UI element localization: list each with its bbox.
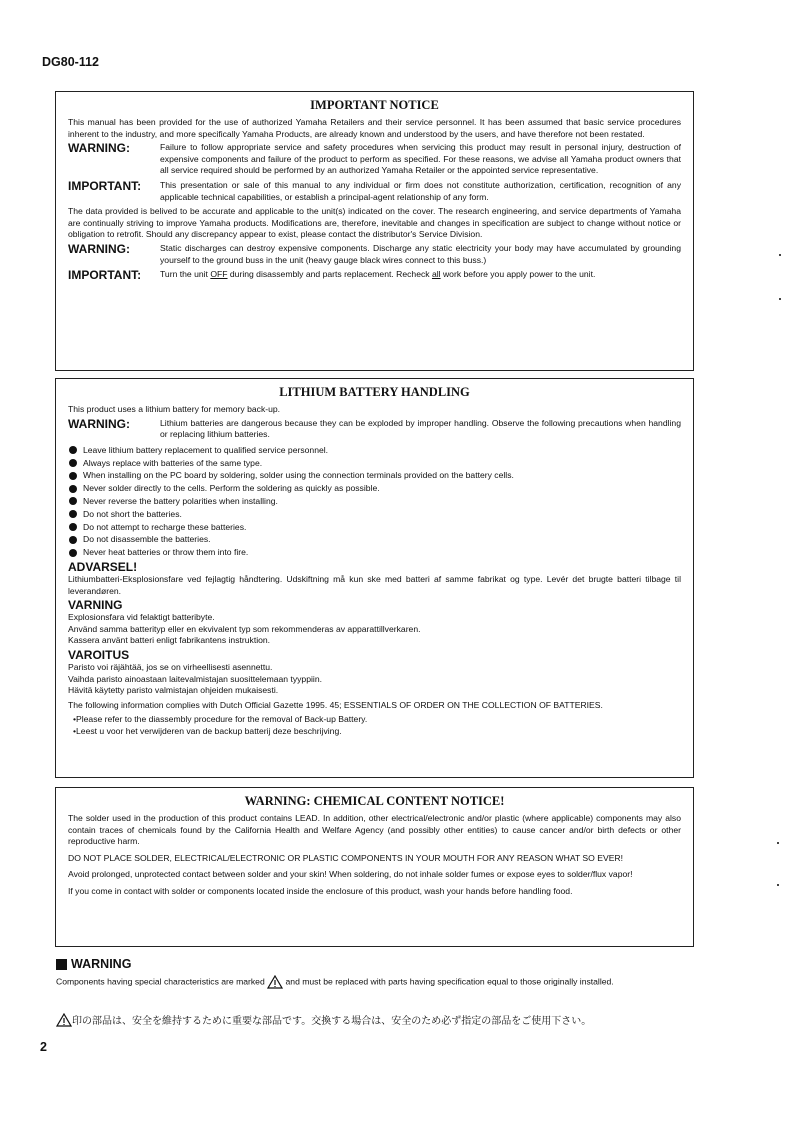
static-warning-text: Static discharges can destroy expensive components. Discharge any static electricity your body may have accumulated by grounding yourself to the ground buss in the unit (heavy gauge black wires connect to this buss.) [160,242,681,265]
list-item: Never reverse the battery polarities when installing. [68,495,681,508]
warning-label: WARNING: [68,416,130,431]
power-off-text: Turn the unit OFF during disassembly and parts replacement. Recheck all work before you apply power to the unit. [160,269,596,280]
varning-heading: VARNING [68,598,123,613]
lithium-title: LITHIUM BATTERY HANDLING [279,385,470,399]
advarsel-heading: ADVARSEL! [68,559,138,574]
lithium-warning-text: Lithium batteries are dangerous because they can be exploded by improper handling. Observe the following precautions when handling or replacing lithium batteries. [160,417,681,440]
lithium-warning-row [68,418,681,441]
scan-speck [777,884,779,886]
important-label: IMPORTANT: [68,268,142,283]
list-item: Never solder directly to the cells. Perform the soldering as quickly as possible. [68,482,681,495]
varoitus-line: Hävitä käytetty paristo valmistajan ohjeiden mukaisesti. [68,685,279,696]
advarsel-text: Lithiumbatteri-Eksplosionsfare ved fejlagtig håndtering. Udskiftning må kun ske med batteri af samme fabrikat og type. Levér det brugte batteri tilbage til leverandøren. [68,573,681,596]
intro-paragraph: This manual has been provided for the use of authorized Yamaha Retailers and their service personnel. It has been assumed that basic service procedures inherent to the industry, and more specifically Yamaha Products, are already known and understood by the users, and have therefore not been restated. [68,117,681,139]
varoitus-line: Vaihda paristo ainoastaan laitevalmistajan suosittelemaan tyyppiin. [68,673,322,684]
data-paragraph: The data provided is belived to be accurate and applicable to the unit(s) indicated on the cover. The research engineering, and service departments of Yamaha are continually striving to improve Yamaha products. Modifications are, therefore, inevitable and changes in specification are subject to change without notice or obligation to retrofit. Should any discrepancy appear to exist, please contact the distributor's Service Division. [68,206,681,240]
chemical-paragraph-3: Avoid prolonged, unprotected contact between solder and your skin! When soldering, do not inhale solder fumes or expose eyes to solder/flux vapor! [68,869,633,880]
list-item: Do not disassemble the batteries. [68,533,681,546]
list-item: When installing on the PC board by soldering, solder using the connection terminals provided on the battery cells. [68,469,681,482]
important-label: IMPORTANT: [68,178,142,193]
chemical-title: WARNING: CHEMICAL CONTENT NOTICE! [244,794,505,808]
lithium-battery-box [55,378,694,778]
chemical-paragraph-4: If you come in contact with solder or components located inside the enclosure of this product, wash your hands before handling food. [68,885,573,896]
varning-line: Explosionsfara vid felaktigt batteribyte. [68,612,215,623]
scan-speck [779,298,781,300]
important-text: This presentation or sale of this manual to any individual or firm does not constitute authorization, certification, recognition of any applicable technical capabilities, or establish a principal-agent relationship of any form. [160,179,681,202]
warning-row-1 [68,142,681,177]
caution-triangle-icon [267,975,283,989]
japanese-notice: 印の部品は、安全を維持するために重要な部品です。交換する場合は、安全のため必ず指定の部品をご使用下さい。 [56,1012,591,1027]
lithium-intro: This product uses a lithium battery for memory back-up. [68,404,281,414]
varoitus-line: Paristo voi räjähtää, jos se on virheellisesti asennettu. [68,661,273,672]
warning-label: WARNING: [68,241,130,256]
square-bullet-icon [56,959,67,970]
list-item: Never heat batteries or throw them into fire. [68,546,681,559]
dutch-line: •Leest u voor het verwijderen van de backup batterij deze beschrijving. [73,725,342,736]
chemical-paragraph-1: The solder used in the production of this product contains LEAD. In addition, other electrical/electronic and/or plastic (where applicable) components may also contain traces of chemicals found by the California Health and Welfare Agency (and possibly other entities) to cause cancer and/or birth defects or other reproductive harm. [68,813,681,847]
list-item: Do not attempt to recharge these batteries. [68,521,681,534]
model-number: DG80-112 [42,55,99,69]
scan-speck [779,254,781,256]
chemical-paragraph-2: DO NOT PLACE SOLDER, ELECTRICAL/ELECTRONIC OR PLASTIC COMPONENTS IN YOUR MOUTH FOR ANY REASON WHAT SO EVER! [68,852,624,863]
warning-text: Failure to follow appropriate service and safety procedures when servicing this product may result in personal injury, destruction of expensive components and failure of the product to perform as specified. For these reasons, we advise all Yamaha product owners that all service required should be performed by an authorized Yamaha Retailer or the appointed service representative. [160,142,681,176]
varoitus-heading: VAROITUS [68,647,130,662]
list-item: Leave lithium battery replacement to qualified service personnel. [68,444,681,457]
precaution-list [68,444,681,559]
scan-speck [777,842,779,844]
caution-triangle-icon [56,1013,72,1027]
warning-label: WARNING: [68,141,130,156]
important-notice-box [55,91,694,371]
list-item: Always replace with batteries of the same type. [68,457,681,470]
varning-line: Kassera använt batteri enligt fabrikantens instruktion. [68,635,271,646]
important-row-2 [68,269,681,281]
important-row-1 [68,180,681,203]
chemical-notice-box [55,787,694,947]
dutch-gazette-text: The following information complies with Dutch Official Gazette 1995. 45; ESSENTIALS OF ORDER ON THE COLLECTION OF BATTERIES. [68,699,603,710]
list-item: Do not short the batteries. [68,508,681,521]
special-components-text: Components having special characteristics are marked and must be replaced with parts having specification equal to those originally installed. [56,975,696,989]
important-notice-title: IMPORTANT NOTICE [310,98,439,112]
warning-row-2 [68,243,681,266]
warning-heading: WARNING [56,957,131,971]
page-number: 2 [40,1040,47,1054]
varning-line: Använd samma batterityp eller en ekvivalent typ som rekommenderas av apparattillverkaren. [68,623,421,634]
dutch-line: •Please refer to the diassembly procedure for the removal of Back-up Battery. [73,714,368,725]
